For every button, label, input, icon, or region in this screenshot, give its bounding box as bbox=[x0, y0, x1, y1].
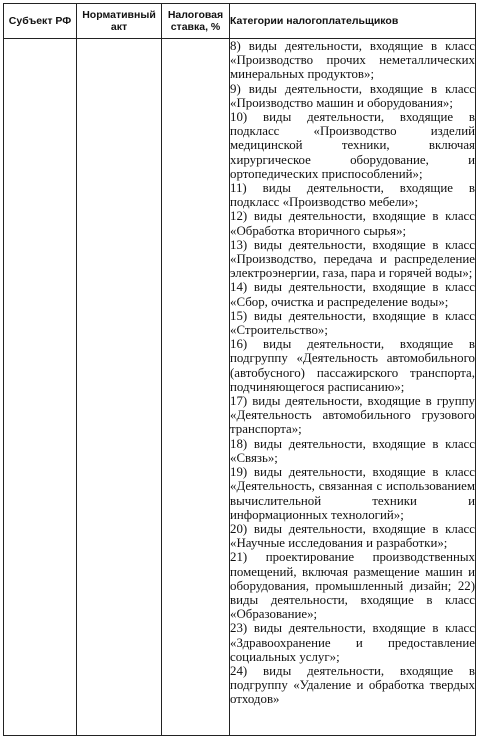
header-subject: Субъект РФ bbox=[4, 4, 77, 39]
table-row bbox=[4, 39, 476, 736]
tax-rates-table bbox=[3, 3, 476, 736]
cell-act bbox=[77, 39, 162, 736]
category-item: 14) виды деятельности, входящие в класс «Сбор, очистка и распределение воды»; bbox=[230, 280, 475, 309]
category-item: 15) виды деятельности, входящие в класс «Строительство»; bbox=[230, 308, 475, 338]
category-item: 16) виды деятельности, входящие в подгруппу «Деятельность автомобильного (автобусного) пассажирского транспорта, подчиняющегося расписанию»; bbox=[230, 337, 475, 394]
table-header-row bbox=[4, 4, 476, 39]
category-item: 20) виды деятельности, входящие в класс «Научные исследования и разработки»; bbox=[230, 521, 475, 551]
category-item: 21) проектирование производственных помещений, включая размещение машин и оборудования, промышленный дизайн; 22) виды деятельности, входящие в класс «Образование»; bbox=[230, 550, 475, 622]
cell-categories bbox=[230, 39, 476, 736]
cell-subject bbox=[4, 39, 77, 736]
category-item: 9) виды деятельности, входящие в класс «Производство машин и оборудования»; bbox=[230, 81, 475, 110]
category-item: 13) виды деятельности, входящие в класс «Производство, передача и распределение электроэнергии, газа, пара и горячей воды»; bbox=[230, 237, 475, 281]
header-categories: Категории налогоплательщиков bbox=[230, 4, 476, 39]
category-item: 17) виды деятельности, входящие в группу «Деятельность автомобильного грузового транспорта»; bbox=[230, 394, 475, 437]
category-item: 8) виды деятельности, входящие в класс «Производство прочих неметаллических минеральных продуктов»; bbox=[230, 39, 475, 82]
cell-rate bbox=[162, 39, 230, 736]
category-item: 18) виды деятельности, входящие в класс «Связь»; bbox=[230, 436, 475, 465]
category-item: 12) виды деятельности, входящие в класс «Обработка вторичного сырья»; bbox=[230, 209, 475, 238]
category-item: 10) виды деятельности, входящие в подкласс «Производство изделий медицинской техники, включая хирургическое оборудование, и ортопедических приспособлений»; bbox=[230, 110, 475, 181]
document-page bbox=[3, 3, 475, 736]
category-item: 23) виды деятельности, входящие в класс «Здравоохранение и предоставление социальных услуг»; bbox=[230, 621, 475, 664]
category-item: 24) виды деятельности, входящие в подгруппу «Удаление и обработка твердых отходов» bbox=[230, 663, 475, 707]
header-rate: Налоговая ставка, % bbox=[162, 4, 230, 39]
category-item: 19) виды деятельности, входящие в класс «Деятельность, связанная с использованием вычислительной техники и информационных технологий»; bbox=[230, 465, 475, 522]
category-item: 11) виды деятельности, входящие в подкласс «Производство мебели»; bbox=[230, 181, 475, 210]
header-act: Нормативный акт bbox=[77, 4, 162, 39]
